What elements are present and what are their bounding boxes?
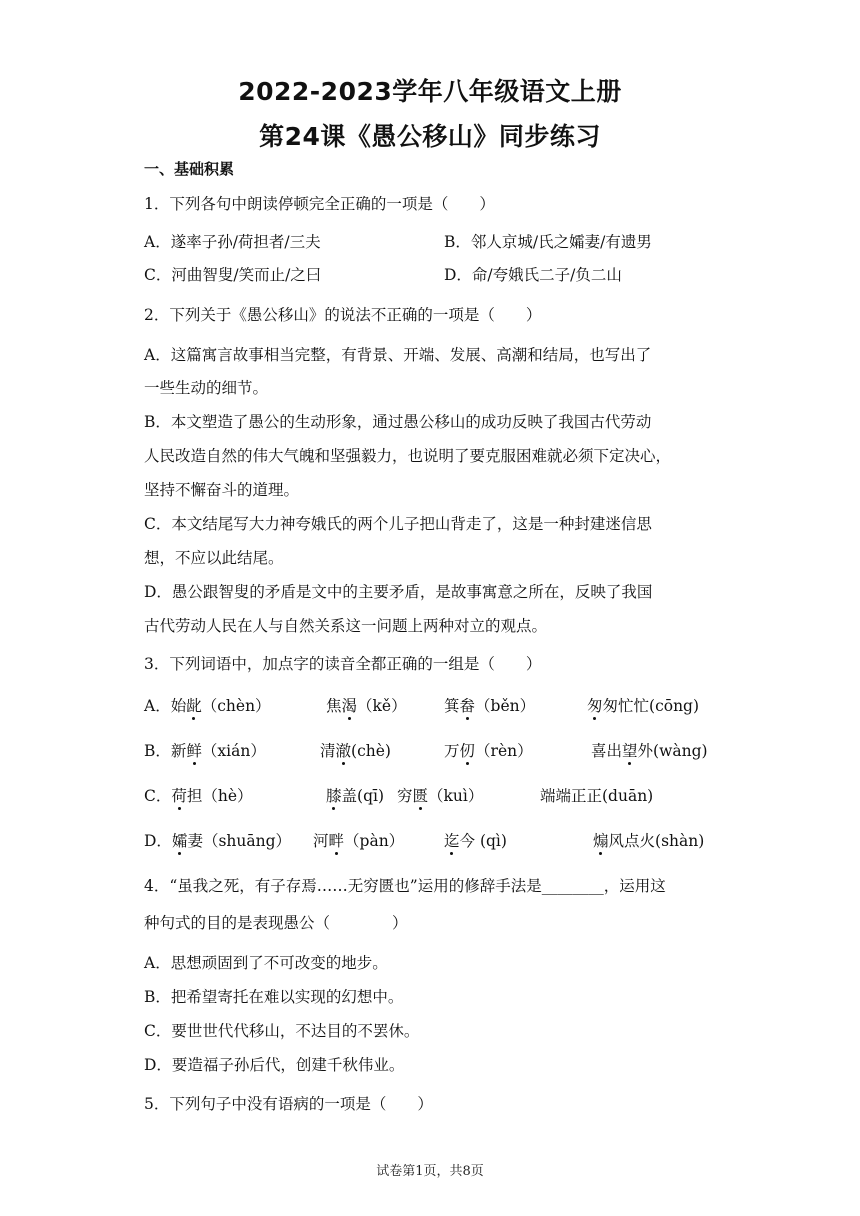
dotted-char: 鲜 bbox=[186, 742, 202, 760]
word-part: 外(wàng) bbox=[637, 742, 708, 760]
q3-row-c-word3 bbox=[397, 784, 483, 806]
pinyin: (chè) bbox=[351, 742, 391, 760]
q3-row-a bbox=[144, 694, 271, 716]
q4-option-d: D．要造福子孙后代，创建千秋伟业。 bbox=[144, 1056, 405, 1074]
option-label: C． bbox=[144, 787, 172, 805]
q3-row-b-word3 bbox=[444, 739, 533, 761]
q3-row-d-word3 bbox=[444, 829, 507, 851]
section-heading: 一、基础积累 bbox=[144, 160, 235, 178]
word-part: 穷 bbox=[397, 787, 413, 805]
q2-option-b-line1: B．本文塑造了愚公的生动形象，通过愚公移山的成功反映了我国古代劳动 bbox=[144, 413, 652, 431]
q1-option-a: A．遂率子孙/荷担者/三夫 bbox=[144, 233, 321, 251]
q3-row-b-word4 bbox=[591, 739, 708, 761]
dotted-char: 荷 bbox=[171, 787, 187, 805]
q2-option-c-line1: C．本文结尾写大力神夸娥氏的两个儿子把山背走了，这是一种封建迷信思 bbox=[144, 515, 652, 533]
q3-row-c-word2 bbox=[326, 784, 384, 806]
q3-stem: 3．下列词语中，加点字的读音全都正确的一组是（ ） bbox=[144, 655, 542, 673]
q3-row-c-word4: 端端正正(duān) bbox=[540, 787, 654, 805]
q4-option-c: C．要世世代代移山，不达目的不罢休。 bbox=[144, 1022, 420, 1040]
dotted-char: 畔 bbox=[328, 832, 345, 850]
word-part: 新 bbox=[170, 742, 187, 760]
doc-title-line2: 第24课《愚公移山》同步练习 bbox=[259, 122, 601, 151]
option-label: A． bbox=[144, 697, 171, 715]
q1-stem: 1．下列各句中朗读停顿完全正确的一项是（ ） bbox=[144, 195, 495, 213]
q2-option-a-line1: A．这篇寓言故事相当完整，有背景、开端、发展、高潮和结局，也写出了 bbox=[144, 346, 652, 364]
dotted-char: 畚 bbox=[459, 697, 476, 715]
q4-option-a: A．思想顽固到了不可改变的地步。 bbox=[144, 954, 388, 972]
word-part: 风点火(shàn) bbox=[608, 832, 705, 850]
pinyin: （kuì） bbox=[428, 787, 484, 805]
q2-option-b-line2: 人民改造自然的伟大气魄和坚强毅力，也说明了要克服困难就必须下定决心， bbox=[144, 447, 672, 465]
q2-option-c-line2: 想，不应以此结尾。 bbox=[144, 549, 284, 567]
pinyin: （rèn） bbox=[475, 742, 533, 760]
word-part: 今 (qì) bbox=[459, 832, 507, 850]
word-part: 盖(qī) bbox=[341, 787, 384, 805]
word-part: 始 bbox=[170, 697, 187, 715]
q5-stem: 5．下列句子中没有语病的一项是（ ） bbox=[144, 1095, 433, 1113]
q1-option-b: B．邻人京城/氏之孀妻/有遗男 bbox=[444, 233, 652, 251]
dotted-char: 迄 bbox=[444, 832, 460, 850]
word-part: 万 bbox=[444, 742, 460, 760]
q3-row-a-word2 bbox=[326, 694, 407, 716]
option-label: D． bbox=[144, 832, 172, 850]
q3-row-d-word2 bbox=[313, 829, 404, 851]
page-footer: 试卷第1页，共8页 bbox=[376, 1164, 484, 1179]
dotted-char: 匆 bbox=[587, 697, 603, 715]
dotted-char: 澈 bbox=[335, 742, 352, 760]
word-part: 匆忙忙(cōng) bbox=[602, 697, 700, 715]
word-part: 箕 bbox=[444, 697, 460, 715]
dotted-char: 匮 bbox=[412, 787, 429, 805]
word-part: 担（hè） bbox=[186, 787, 253, 805]
q3-row-d-word4 bbox=[593, 829, 704, 851]
q3-row-a-word3 bbox=[444, 694, 535, 716]
q4-option-b: B．把希望寄托在难以实现的幻想中。 bbox=[144, 988, 404, 1006]
word-part: 焦 bbox=[326, 697, 342, 715]
pinyin: （běn） bbox=[475, 697, 536, 715]
dotted-char: 煽 bbox=[593, 832, 609, 850]
q4-stem-line1: 4．“虽我之死，有子存焉……无穷匮也”运用的修辞手法是________，运用这 bbox=[144, 877, 666, 895]
pinyin: （kě） bbox=[357, 697, 407, 715]
pinyin: （pàn） bbox=[344, 832, 405, 850]
word-part: 喜出 bbox=[591, 742, 623, 760]
dotted-char: 渴 bbox=[341, 697, 358, 715]
q2-option-d-line1: D．愚公跟智叟的矛盾是文中的主要矛盾，是故事寓意之所在，反映了我国 bbox=[144, 583, 653, 601]
q1-option-c: C．河曲智叟/笑而止/之曰 bbox=[144, 266, 322, 284]
q1-option-d: D．命/夸娥氏二子/负二山 bbox=[444, 266, 622, 284]
doc-title-line1: 2022-2023学年八年级语文上册 bbox=[238, 77, 622, 106]
dotted-char: 膝 bbox=[326, 787, 342, 805]
q4-stem-line2: 种句式的目的是表现愚公（ ） bbox=[144, 914, 408, 932]
dotted-char: 龀 bbox=[186, 697, 202, 715]
dotted-char: 望 bbox=[622, 742, 638, 760]
q3-row-b bbox=[144, 739, 266, 761]
word-part: 妻（shuāng） bbox=[187, 832, 292, 850]
dotted-char: 仞 bbox=[459, 742, 476, 760]
pinyin: （xián） bbox=[201, 742, 266, 760]
q3-row-d bbox=[144, 829, 291, 851]
q2-option-b-line3: 坚持不懈奋斗的道理。 bbox=[144, 481, 300, 499]
word-part: 清 bbox=[320, 742, 336, 760]
dotted-char: 孀 bbox=[171, 832, 188, 850]
pinyin: （chèn） bbox=[201, 697, 271, 715]
option-label: B． bbox=[144, 742, 171, 760]
q2-option-a-line2: 一些生动的细节。 bbox=[144, 379, 269, 397]
q2-option-d-line2: 古代劳动人民在人与自然关系这一问题上两种对立的观点。 bbox=[144, 617, 548, 635]
q3-row-b-word2 bbox=[320, 739, 391, 761]
q2-stem: 2．下列关于《愚公移山》的说法不正确的一项是（ ） bbox=[144, 306, 542, 324]
q3-row-a-word4 bbox=[587, 694, 699, 716]
word-part: 河 bbox=[313, 832, 329, 850]
q3-row-c bbox=[144, 784, 253, 806]
